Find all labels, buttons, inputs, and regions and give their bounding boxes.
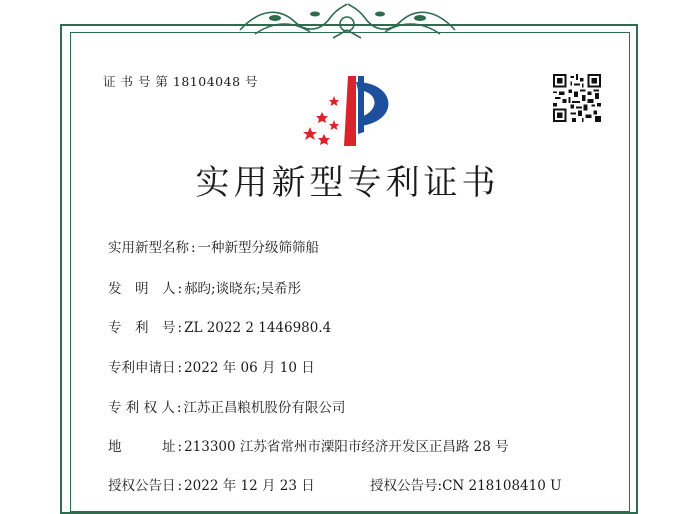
field-filing-date: 专利申请日 : 2022 年 06 月 10 日	[108, 360, 315, 376]
ornament-icon	[235, 0, 460, 46]
field-address: 地 址 : 213300 江苏省常州市溧阳市经济开发区正昌路 28 号	[108, 439, 509, 455]
field-name: 实用新型名称 : 一种新型分级筛筛船	[108, 240, 320, 256]
qr-code-icon	[553, 74, 601, 122]
field-inventor: 发 明 人 : 郝昀;谈晓东;吴希彤	[108, 281, 302, 297]
field-patent-no: 专 利 号 : ZL 2022 2 1446980.4	[108, 320, 332, 336]
certificate-number: 证 书 号 第 18104048 号	[103, 74, 259, 89]
field-patentee: 专 利 权 人 : 江苏正昌粮机股份有限公司	[108, 400, 346, 416]
field-grant-no: 授权公告号:CN 218108410 U	[370, 478, 562, 494]
page-title: 实用新型专利证书	[195, 163, 500, 203]
cnipa-logo-icon	[300, 72, 402, 152]
field-grant-date: 授权公告日 : 2022 年 12 月 23 日	[108, 478, 315, 494]
